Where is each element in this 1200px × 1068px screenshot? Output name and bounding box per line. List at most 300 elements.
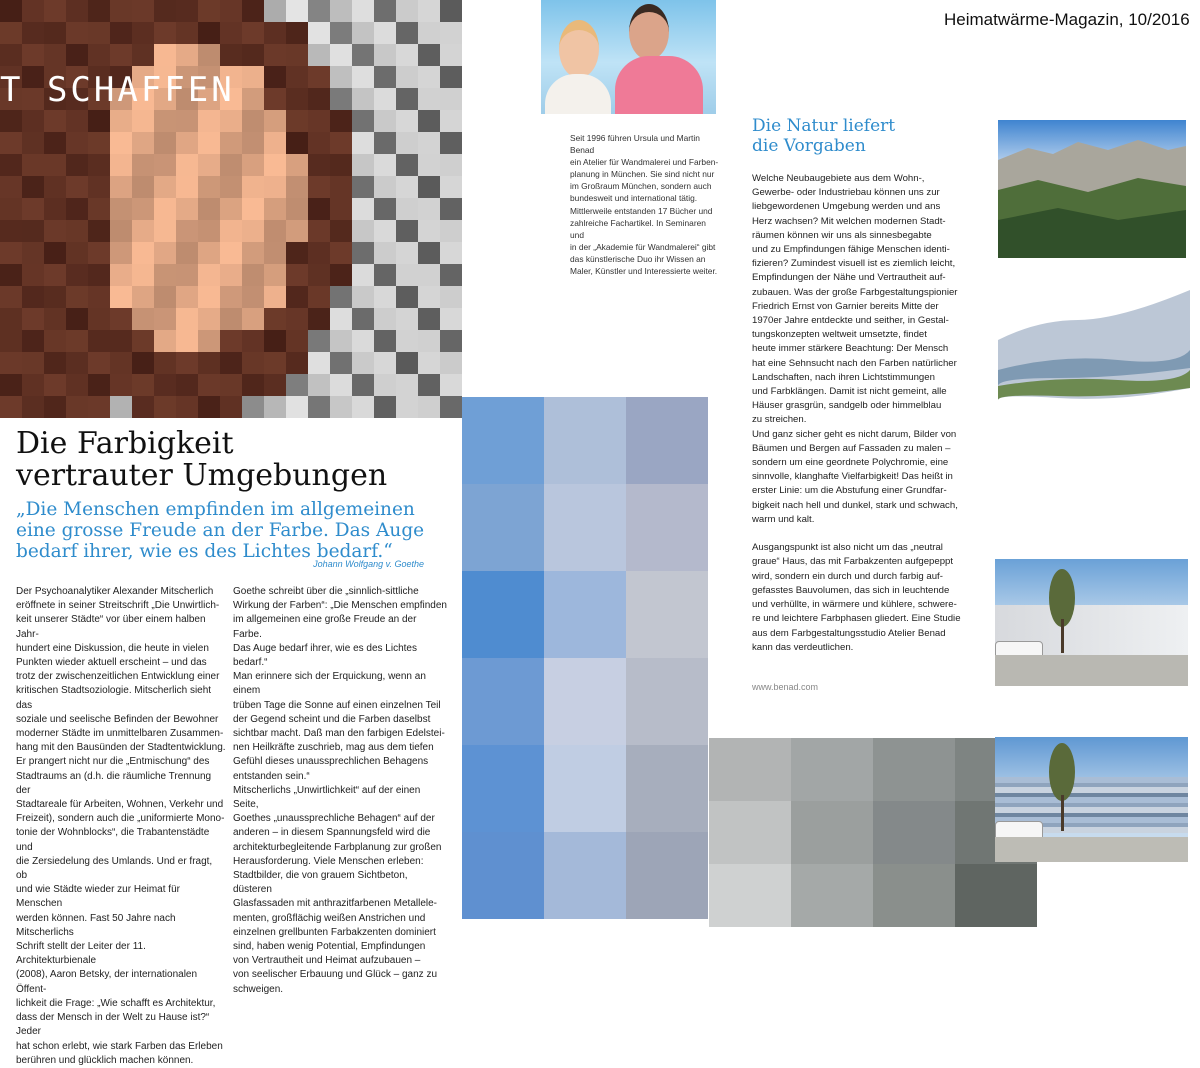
portrait-pixel: [88, 308, 110, 330]
portrait-pixel: [220, 286, 242, 308]
text-line: zahlreiche Fachartikel. In Seminaren und: [570, 217, 706, 240]
portrait-pixel: [352, 396, 374, 418]
portrait-pixel: [286, 286, 308, 308]
portrait-pixel: [132, 352, 154, 374]
blue-grid-cell: [462, 484, 544, 571]
portrait-pixel: [220, 154, 242, 176]
portrait-pixel: [66, 264, 88, 286]
text-line: lichkeit die Frage: „Wie schafft es Architektur,: [16, 997, 216, 1009]
portrait-pixel: [110, 374, 132, 396]
text-line: menten, großflächig weißen Anstrichen und: [233, 912, 426, 924]
portrait-pixel: [110, 22, 132, 44]
portrait-pixel: [374, 396, 396, 418]
portrait-pixel: [0, 22, 22, 44]
text-line: planung in München. Sie sind nicht nur: [570, 169, 715, 180]
portrait-pixel: [242, 66, 264, 88]
portrait-pixel: [352, 44, 374, 66]
portrait-pixel: [418, 88, 440, 110]
text-line: ein Atelier für Wandmalerei und Farben-: [570, 157, 719, 168]
text-line: zubauen. Was der große Farbgestaltungspionier: [752, 286, 958, 298]
portrait-pixel: [440, 22, 462, 44]
portrait-pixel: [66, 374, 88, 396]
portrait-pixel: [176, 330, 198, 352]
portrait-pixel: [242, 264, 264, 286]
portrait-pixel: [132, 22, 154, 44]
portrait-pixel: [176, 220, 198, 242]
grey-grid-cell: [709, 738, 791, 801]
text-line: der Gegend scheint und die Farben daselbst: [233, 713, 431, 725]
portrait-pixel: [374, 22, 396, 44]
portrait-pixel: [176, 110, 198, 132]
portrait-pixel: [22, 22, 44, 44]
portrait-pixel: [22, 154, 44, 176]
portrait-pixel: [396, 44, 418, 66]
portrait-pixel: [352, 308, 374, 330]
portrait-pixel: [198, 396, 220, 418]
portrait-pixel: [88, 286, 110, 308]
masthead: Heimatwärme-Magazin, 10/2016: [944, 10, 1190, 29]
text-line: re und leichtere Farbphasen gliedert. Eine Studie: [752, 613, 961, 625]
portrait-pixel: [220, 220, 242, 242]
portrait-pixel: [330, 88, 352, 110]
text-line: Punkten wieder aktuell erscheint – und das: [16, 657, 207, 669]
text-line: Stadtareale für Arbeiten, Wohnen, Verkehr und: [16, 799, 224, 811]
portrait-pixel: [352, 110, 374, 132]
portrait-pixel: [264, 264, 286, 286]
text-line: Gefühl dieses unaussprechlichen Behagens: [233, 756, 429, 768]
portrait-pixel: [374, 374, 396, 396]
text-line: keit unserer Städte“ vor über einem halben Jahr-: [16, 614, 206, 640]
portrait-pixel: [44, 176, 66, 198]
portrait-pixel: [418, 154, 440, 176]
portrait-pixel: [330, 286, 352, 308]
portrait-pixel: [264, 176, 286, 198]
text-line: Häuser grasgrün, sandgelb oder himmelblau: [752, 400, 942, 412]
website-url[interactable]: www.benad.com: [752, 682, 819, 692]
portrait-pixel: [264, 22, 286, 44]
article-column-1: [16, 585, 226, 1068]
portrait-pixel: [198, 374, 220, 396]
portrait-pixel: [264, 132, 286, 154]
portrait-pixel: [286, 220, 308, 242]
portrait-pixel: [154, 154, 176, 176]
portrait-pixel: [132, 242, 154, 264]
portrait-pixel: [418, 308, 440, 330]
portrait-pixel: [352, 88, 374, 110]
text-line: Und ganz sicher geht es nicht darum, Bilder von: [752, 428, 957, 440]
portrait-pixel: [132, 44, 154, 66]
portrait-pixel: [396, 66, 418, 88]
portrait-pixel: [220, 264, 242, 286]
text-line: Schrift stellt der Leiter der 11. Architekturbienale: [16, 941, 146, 967]
text-line: werden können. Fast 50 Jahre nach Mitscherlichs: [16, 912, 176, 938]
portrait-pixel: [352, 352, 374, 374]
portrait-pixel: [264, 110, 286, 132]
portrait-pixel: [66, 22, 88, 44]
portrait-pixel: [330, 308, 352, 330]
portrait-pixel: [440, 176, 462, 198]
grey-grid-cell: [873, 801, 955, 864]
portrait-pixel: [88, 330, 110, 352]
portrait-pixel: [66, 132, 88, 154]
portrait-pixel: [22, 220, 44, 242]
portrait-pixel: [198, 286, 220, 308]
man-figure: [629, 4, 669, 60]
text-line: kann das verdeutlichen.: [752, 641, 854, 653]
text-line: nen Heilkräfte zuschrieb, mag aus dem tiefen: [233, 742, 434, 754]
portrait-pixel: [154, 352, 176, 374]
portrait-pixel: [264, 88, 286, 110]
portrait-pixel: [198, 242, 220, 264]
colored-facade-photo: [995, 737, 1188, 862]
portrait-pixel: [286, 330, 308, 352]
section-title-line-2: die Vorgaben: [752, 136, 866, 156]
portrait-pixel: [242, 286, 264, 308]
section-title: [752, 116, 895, 156]
portrait-pixel: [44, 352, 66, 374]
portrait-pixel: [66, 330, 88, 352]
portrait-pixel: [88, 0, 110, 22]
text-line: moderner Städte im unmittelbaren Zusammen-: [16, 728, 224, 740]
portrait-pixel: [264, 154, 286, 176]
portrait-pixel: [308, 176, 330, 198]
text-line: Goethes „unaussprechliche Behagen“ auf der: [233, 813, 435, 825]
portrait-pixel: [154, 396, 176, 418]
mountain-illustration: [998, 120, 1186, 258]
portrait-pixel: [0, 352, 22, 374]
text-line: heute immer stärkere Beachtung: Der Mensch: [752, 343, 949, 355]
portrait-pixel: [264, 374, 286, 396]
portrait-pixel: [44, 132, 66, 154]
portrait-pixel: [44, 110, 66, 132]
portrait-pixel: [132, 110, 154, 132]
text-line: Maler, Künstler und Interessierte weiter.: [570, 266, 718, 277]
portrait-pixel: [176, 242, 198, 264]
portrait-pixel: [88, 396, 110, 418]
portrait-pixel: [396, 22, 418, 44]
portrait-pixel: [286, 132, 308, 154]
portrait-pixel: [220, 132, 242, 154]
portrait-pixel: [66, 154, 88, 176]
portrait-pixel: [418, 66, 440, 88]
article-title-line-1: Die Farbigkeit: [16, 426, 234, 461]
text-line: schweigen.: [233, 983, 284, 995]
photo-caption: [570, 132, 720, 277]
text-line: die Zersiedelung des Umlands. Und er fragt, ob: [16, 855, 213, 882]
text-line: zu streichen.: [752, 414, 807, 426]
portrait-pixel: [242, 242, 264, 264]
text-line: kritischen Stadtsoziologie. Mitscherlich sieht das: [16, 685, 212, 711]
portrait-pixel: [374, 66, 396, 88]
blue-grid-cell: [462, 832, 544, 919]
text-line: Man erinnere sich der Erquickung, wenn an einem: [233, 671, 426, 697]
portrait-pixel: [22, 308, 44, 330]
portrait-pixel: [198, 352, 220, 374]
text-line: einzelnen grellbunten Farbakzenten dominiert: [233, 926, 436, 938]
portrait-pixel: [374, 132, 396, 154]
portrait-pixel: [374, 110, 396, 132]
portrait-pixel: [330, 132, 352, 154]
portrait-pixel: [264, 242, 286, 264]
text-line: erster Linie: um die Abstufung einer Grundfar-: [752, 485, 947, 497]
portrait-pixel: [286, 264, 308, 286]
portrait-pixel: [374, 176, 396, 198]
portrait-pixel: [242, 22, 264, 44]
portrait-pixel: [286, 110, 308, 132]
article-title: [16, 428, 387, 492]
portrait-pixel: [308, 66, 330, 88]
portrait-pixel: [176, 308, 198, 330]
portrait-pixel: [110, 176, 132, 198]
portrait-pixel: [44, 396, 66, 418]
portrait-pixel: [154, 242, 176, 264]
portrait-pixel: [264, 396, 286, 418]
portrait-pixel: [352, 0, 374, 22]
portrait-pixel: [154, 286, 176, 308]
article-column-2: [233, 585, 448, 997]
text-line: bundesweit und international tätig.: [570, 193, 698, 204]
pavement: [995, 837, 1188, 862]
text-line: berühren und glücklich machen können.: [16, 1054, 194, 1066]
portrait-pixel: [440, 88, 462, 110]
text-line: soziale und seelische Befinden der Bewohner: [16, 713, 219, 725]
portrait-pixel: [88, 264, 110, 286]
blue-grid-cell: [544, 658, 626, 745]
portrait-pixel: [0, 154, 22, 176]
portrait-pixel: [198, 0, 220, 22]
text-line: hang mit den Bausünden der Stadtentwicklung.: [16, 742, 226, 754]
portrait-pixel: [308, 352, 330, 374]
portrait-pixel: [44, 220, 66, 242]
portrait-pixel: [352, 198, 374, 220]
portrait-pixel: [220, 22, 242, 44]
blue-grid-cell: [626, 397, 708, 484]
portrait-pixel: [0, 396, 22, 418]
portrait-pixel: [286, 88, 308, 110]
portrait-pixel: [308, 374, 330, 396]
portrait-pixel: [44, 44, 66, 66]
portrait-pixel: [330, 198, 352, 220]
text-line: und Farbklängen. Damit ist nicht gemeint, alle: [752, 386, 947, 398]
text-line: Bäumen und Bergen auf Fassaden zu malen –: [752, 442, 951, 454]
portrait-pixel: [352, 22, 374, 44]
text-line: Welche Neubaugebiete aus dem Wohn-,: [752, 173, 925, 184]
portrait-pixel: [22, 264, 44, 286]
portrait-pixel: [396, 110, 418, 132]
portrait-pixel: [308, 396, 330, 418]
portrait-pixel: [198, 44, 220, 66]
woman-figure: [559, 20, 599, 78]
text-line: Ausgangspunkt ist also nicht um das „neutral: [752, 542, 943, 554]
portrait-pixel: [418, 374, 440, 396]
portrait-pixel: [0, 264, 22, 286]
portrait-pixel: [352, 176, 374, 198]
quote-source: Johann Wolfgang v. Goethe: [313, 559, 424, 569]
grey-grid-cell: [955, 864, 1037, 927]
portrait-pixel: [286, 198, 308, 220]
grey-grid-cell: [791, 864, 873, 927]
portrait-pixel: [88, 132, 110, 154]
portrait-pixel: [88, 220, 110, 242]
blue-grid-cell: [626, 745, 708, 832]
portrait-pixel: [176, 44, 198, 66]
portrait-pixel: [374, 264, 396, 286]
portrait-pixel: [88, 154, 110, 176]
portrait-pixel: [154, 308, 176, 330]
portrait-pixel: [132, 396, 154, 418]
blue-grid-cell: [462, 658, 544, 745]
portrait-pixel: [242, 44, 264, 66]
portrait-pixel: [330, 154, 352, 176]
portrait-pixel: [22, 242, 44, 264]
portrait-pixel: [154, 132, 176, 154]
portrait-pixel: [44, 198, 66, 220]
portrait-pixel: [242, 374, 264, 396]
portrait-pixel: [308, 22, 330, 44]
portrait-pixel: [110, 308, 132, 330]
portrait-pixel: [132, 198, 154, 220]
portrait-pixel: [352, 286, 374, 308]
portrait-pixel: [66, 198, 88, 220]
blue-grid-cell: [544, 571, 626, 658]
portrait-pixel: [396, 154, 418, 176]
portrait-pixel: [374, 242, 396, 264]
portrait-pixel: [396, 242, 418, 264]
text-line: fizieren? Zumindest visuell ist es ziemlich leicht,: [752, 258, 956, 270]
portrait-pixel: [154, 264, 176, 286]
portrait-pixel: [308, 88, 330, 110]
portrait-pixel: [286, 374, 308, 396]
portrait-pixel: [66, 352, 88, 374]
portrait-pixel: [0, 242, 22, 264]
portrait-pixel: [242, 88, 264, 110]
portrait-pixel: [110, 264, 132, 286]
text-line: hundert eine Diskussion, die heute in vielen: [16, 642, 209, 654]
portrait-pixel: [0, 198, 22, 220]
portrait-pixel: [308, 286, 330, 308]
text-line: Wirkung der Farben“: „Die Menschen empfinden: [233, 600, 447, 612]
tree-trunk: [1061, 795, 1064, 831]
portrait-pixel: [286, 66, 308, 88]
portrait-pixel: [330, 66, 352, 88]
text-line: Empfindungen der Nähe und Vertrautheit auf-: [752, 272, 946, 284]
portrait-pixel: [396, 308, 418, 330]
portrait-pixel: [176, 0, 198, 22]
text-line: hat eine Sehnsucht nach den Farben natürlicher: [752, 357, 957, 369]
article-title-line-2: vertrauter Umgebungen: [16, 458, 388, 493]
portrait-pixel: [418, 22, 440, 44]
text-line: in der „Akademie für Wandmalerei“ gibt: [570, 241, 716, 252]
portrait-pixel: [88, 374, 110, 396]
portrait-pixel: [440, 264, 462, 286]
portrait-pixel: [44, 330, 66, 352]
portrait-pixel: [220, 308, 242, 330]
portrait-pixel: [264, 198, 286, 220]
woman-body: [545, 74, 611, 114]
portrait-pixel: [308, 110, 330, 132]
portrait-pixel: [330, 110, 352, 132]
text-line: von seelischer Erbauung und Glück – ganz zu: [233, 969, 438, 981]
blue-grid-cell: [544, 397, 626, 484]
portrait-pixel: [198, 22, 220, 44]
portrait-pixel: [396, 0, 418, 22]
portrait-pixel: [88, 110, 110, 132]
portrait-pixel: [176, 198, 198, 220]
portrait-pixel: [44, 374, 66, 396]
text-line: Herz wachsen? Mit welchen modernen Stadt-: [752, 215, 946, 227]
portrait-pixel: [132, 0, 154, 22]
portrait-pixel: [66, 176, 88, 198]
couple-photo: [541, 0, 716, 114]
portrait-pixel: [22, 352, 44, 374]
portrait-pixel: [308, 0, 330, 22]
portrait-pixel: [286, 0, 308, 22]
portrait-pixel: [176, 22, 198, 44]
portrait-pixel: [110, 154, 132, 176]
portrait-pixel: [220, 352, 242, 374]
portrait-pixel: [110, 44, 132, 66]
portrait-pixel: [440, 154, 462, 176]
text-line: und verhüllte, in wärmere und kühlere, schwere-: [752, 599, 957, 611]
portrait-pixel: [0, 0, 22, 22]
portrait-pixel: [88, 176, 110, 198]
text-line: hat schon erlebt, wie stark Farben das Erleben: [16, 1040, 223, 1052]
text-line: entstanden sein.“: [233, 770, 310, 782]
portrait-pixel: [198, 220, 220, 242]
portrait-pixel: [0, 132, 22, 154]
portrait-pixel: [264, 330, 286, 352]
portrait-pixel: [440, 308, 462, 330]
portrait-pixel: [418, 220, 440, 242]
blue-grid-cell: [626, 484, 708, 571]
text-line: Der Psychoanalytiker Alexander Mitscherlich: [16, 586, 214, 597]
tree-trunk: [1061, 619, 1064, 653]
portrait-pixel: [110, 132, 132, 154]
portrait-pixel: [198, 264, 220, 286]
portrait-pixel: [154, 0, 176, 22]
portrait-pixel: [418, 176, 440, 198]
portrait-pixel: [154, 176, 176, 198]
portrait-pixel: [308, 242, 330, 264]
portrait-pixel: [242, 198, 264, 220]
portrait-pixel: [198, 198, 220, 220]
portrait-pixel: [286, 396, 308, 418]
text-line: Seit 1996 führen Ursula und Martin Benad: [570, 133, 700, 156]
portrait-pixel: [242, 352, 264, 374]
grey-grid-cell: [873, 738, 955, 801]
portrait-pixel: [396, 264, 418, 286]
portrait-pixel: [22, 330, 44, 352]
portrait-pixel: [220, 242, 242, 264]
portrait-pixel: [396, 352, 418, 374]
text-line: und wie Städte wieder zur Heimat für Menschen: [16, 884, 180, 910]
portrait-pixel: [308, 308, 330, 330]
text-line: architekturbegleitende Farbplanung zur großen: [233, 841, 442, 853]
portrait-pixel: [88, 242, 110, 264]
text-line: Herausforderung. Viele Menschen erleben:: [233, 855, 424, 867]
building-facade-photo: [995, 559, 1188, 686]
text-line: graue“ Haus, das mit Farbakzenten aufgepeppt: [752, 556, 954, 568]
portrait-pixel: [440, 110, 462, 132]
text-line: Stadtbilder, die von grauem Sichtbeton, düsteren: [233, 870, 408, 896]
portrait-pixel: [22, 374, 44, 396]
text-line: (2008), Aaron Betsky, der internationalen Öffent-: [16, 969, 198, 995]
portrait-pixel: [110, 110, 132, 132]
portrait-pixel: [22, 110, 44, 132]
portrait-pixel: [220, 110, 242, 132]
portrait-pixel: [242, 396, 264, 418]
portrait-pixel: [154, 374, 176, 396]
